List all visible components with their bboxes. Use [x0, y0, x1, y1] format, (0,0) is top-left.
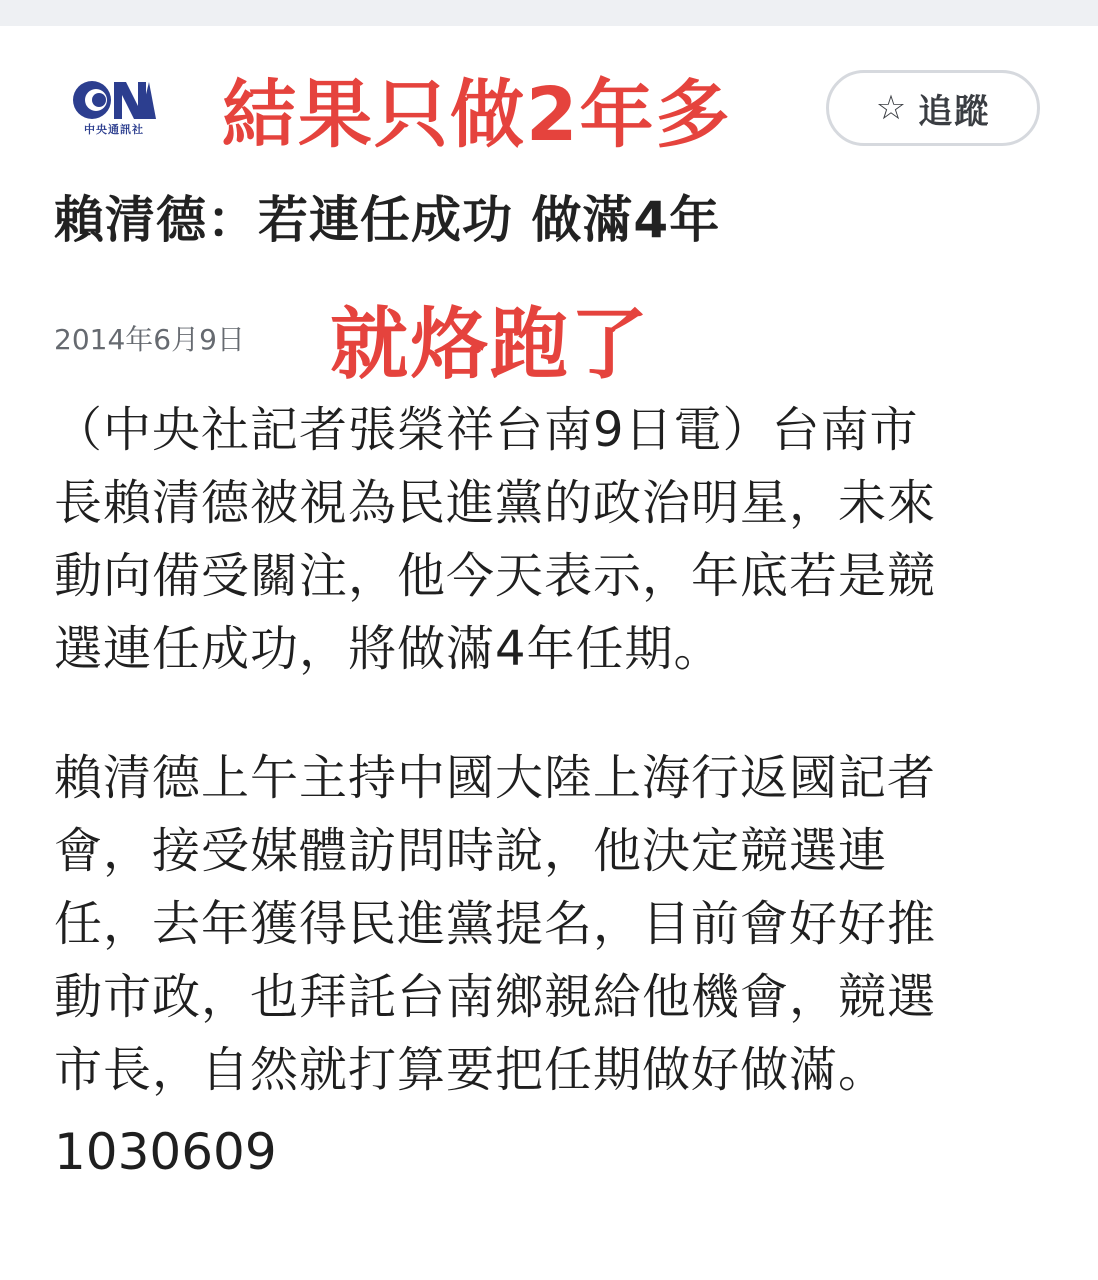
article-date: 2014年6月9日	[54, 323, 245, 356]
paragraph-line: 市長，自然就打算要把任期做好做滿。	[54, 1042, 888, 1098]
annotation-middle: 就烙跑了	[330, 300, 651, 390]
paragraph-line: 動向備受關注，他今天表示，年底若是競	[54, 548, 937, 604]
paragraph-line: 會，接受媒體訪問時說，他決定競選連	[54, 823, 888, 879]
top-status-strip	[0, 0, 1098, 26]
paragraph-line: 動市政，也拜託台南鄉親給他機會，競選	[54, 969, 937, 1025]
paragraph-line: 選連任成功，將做滿4年任期。	[54, 621, 723, 677]
story-id: 1030609	[54, 1123, 277, 1181]
cna-logo-mark	[70, 78, 158, 122]
cna-logo[interactable]	[70, 78, 158, 136]
paragraph-line: （中央社記者張榮祥台南9日電）台南市	[54, 402, 919, 458]
logo-caption: 中央通訊社	[84, 123, 144, 136]
article-paragraph-2	[54, 742, 1044, 1107]
follow-button-label: 追蹤	[918, 91, 991, 132]
paragraph-line: 賴清德上午主持中國大陸上海行返國記者	[54, 750, 937, 806]
follow-button[interactable]	[826, 70, 1040, 146]
article-paragraph-1	[54, 394, 1044, 686]
paragraph-line: 長賴清德被視為民進黨的政治明星，未來	[54, 475, 937, 531]
article-headline: 賴清德：若連任成功 做滿4年	[54, 191, 721, 249]
paragraph-line: 任，去年獲得民進黨提名，目前會好好推	[54, 896, 937, 952]
star-outline-icon: ☆	[875, 88, 907, 128]
annotation-top: 結果只做2年多	[222, 72, 732, 158]
